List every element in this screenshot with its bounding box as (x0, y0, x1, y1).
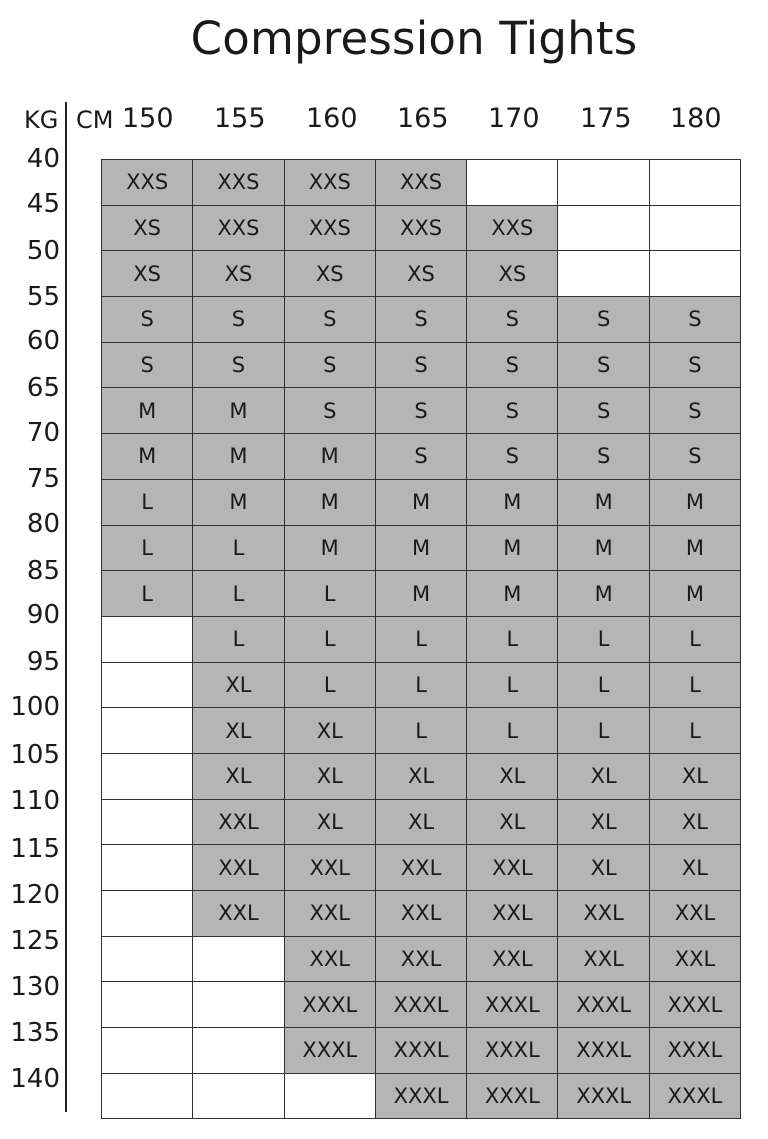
height-header-165: 165 (397, 103, 449, 134)
size-cell: XXL (558, 937, 649, 983)
size-cell: S (558, 388, 649, 434)
size-cell: L (102, 480, 193, 526)
size-cell: XXL (376, 937, 467, 983)
size-cell: XXL (285, 891, 376, 937)
weight-label-40: 40 (26, 144, 60, 174)
table-row (102, 297, 741, 343)
size-cell: XL (285, 708, 376, 754)
empty-cell (467, 160, 558, 206)
size-cell: M (285, 526, 376, 572)
size-cell: XXS (376, 206, 467, 252)
size-cell: M (650, 571, 741, 617)
size-cell: S (376, 297, 467, 343)
size-cell: XXL (650, 891, 741, 937)
size-cell: XL (285, 800, 376, 846)
size-cell: XXS (193, 206, 284, 252)
size-cell: L (558, 617, 649, 663)
table-row (102, 160, 741, 206)
size-cell: M (558, 571, 649, 617)
weight-label-60: 60 (26, 326, 60, 356)
table-row (102, 891, 741, 937)
size-cell: S (285, 343, 376, 389)
empty-cell (102, 891, 193, 937)
size-cell: S (376, 388, 467, 434)
size-cell: XL (193, 754, 284, 800)
empty-cell (102, 708, 193, 754)
size-cell: XXS (467, 206, 558, 252)
weight-label-45: 45 (26, 189, 60, 219)
size-cell: S (285, 388, 376, 434)
size-cell: M (102, 388, 193, 434)
size-cell: S (102, 297, 193, 343)
table-row (102, 1028, 741, 1074)
table-row (102, 617, 741, 663)
table-row (102, 251, 741, 297)
size-cell: L (467, 663, 558, 709)
size-cell: S (467, 343, 558, 389)
weight-label-90: 90 (26, 600, 60, 630)
size-cell: M (376, 571, 467, 617)
table-row (102, 480, 741, 526)
size-cell: S (558, 297, 649, 343)
weight-label-55: 55 (26, 282, 60, 312)
weight-label-85: 85 (26, 556, 60, 586)
size-cell: XL (376, 800, 467, 846)
empty-cell (558, 251, 649, 297)
size-cell: XXL (193, 891, 284, 937)
height-unit-label: CM (76, 106, 114, 134)
height-header-160: 160 (306, 103, 358, 134)
size-cell: M (285, 480, 376, 526)
table-row (102, 708, 741, 754)
size-cell: XL (558, 754, 649, 800)
size-cell: M (558, 526, 649, 572)
axis-divider (65, 102, 67, 1112)
table-row (102, 845, 741, 891)
size-cell: XXL (285, 845, 376, 891)
empty-cell (558, 206, 649, 252)
weight-label-65: 65 (26, 373, 60, 403)
size-cell: XL (193, 663, 284, 709)
size-cell: M (102, 434, 193, 480)
size-cell: XL (650, 754, 741, 800)
size-cell: XXXL (376, 982, 467, 1028)
size-cell: XXXL (650, 1074, 741, 1120)
size-cell: XXXL (467, 1028, 558, 1074)
empty-cell (558, 160, 649, 206)
empty-cell (102, 1074, 193, 1120)
size-cell: XXXL (650, 1028, 741, 1074)
size-cell: L (376, 708, 467, 754)
table-row (102, 663, 741, 709)
size-cell: XL (650, 800, 741, 846)
size-cell: L (650, 617, 741, 663)
empty-cell (193, 1074, 284, 1120)
size-cell: XXS (285, 206, 376, 252)
size-cell: L (193, 526, 284, 572)
size-cell: XL (285, 754, 376, 800)
size-cell: L (102, 571, 193, 617)
size-cell: XL (467, 800, 558, 846)
size-cell: L (285, 571, 376, 617)
size-cell: XXL (650, 937, 741, 983)
table-row (102, 1074, 741, 1120)
size-cell: L (285, 617, 376, 663)
size-cell: XXXL (376, 1074, 467, 1120)
size-cell: XXS (102, 160, 193, 206)
size-cell: M (467, 526, 558, 572)
size-cell: S (558, 434, 649, 480)
height-header-155: 155 (214, 103, 266, 134)
size-cell: XL (193, 708, 284, 754)
size-cell: M (467, 571, 558, 617)
empty-cell (193, 982, 284, 1028)
size-cell: L (650, 663, 741, 709)
table-row (102, 343, 741, 389)
empty-cell (102, 663, 193, 709)
size-cell: XXXL (285, 982, 376, 1028)
size-cell: XXXL (376, 1028, 467, 1074)
empty-cell (102, 937, 193, 983)
size-cell: S (376, 434, 467, 480)
size-cell: XL (558, 845, 649, 891)
size-cell: S (285, 297, 376, 343)
size-cell: XL (376, 754, 467, 800)
size-cell: M (558, 480, 649, 526)
size-cell: L (467, 617, 558, 663)
height-header-170: 170 (488, 103, 540, 134)
height-header-150: 150 (122, 103, 174, 134)
size-cell: XL (467, 754, 558, 800)
size-cell: S (193, 343, 284, 389)
weight-unit-label: KG (24, 106, 59, 134)
empty-cell (650, 251, 741, 297)
size-cell: L (285, 663, 376, 709)
size-cell: S (650, 388, 741, 434)
size-cell: M (285, 434, 376, 480)
size-cell: XXXL (650, 982, 741, 1028)
weight-label-50: 50 (26, 236, 60, 266)
size-cell: XS (285, 251, 376, 297)
weight-label-120: 120 (10, 880, 60, 910)
empty-cell (650, 160, 741, 206)
empty-cell (650, 206, 741, 252)
size-cell: M (650, 526, 741, 572)
size-cell: XXXL (285, 1028, 376, 1074)
size-cell: XS (193, 251, 284, 297)
size-cell: XS (467, 251, 558, 297)
height-header-175: 175 (580, 103, 632, 134)
table-row (102, 982, 741, 1028)
table-row (102, 388, 741, 434)
size-cell: L (193, 571, 284, 617)
weight-label-95: 95 (26, 647, 60, 677)
empty-cell (102, 754, 193, 800)
table-row (102, 434, 741, 480)
size-cell: XXL (376, 845, 467, 891)
size-cell: S (102, 343, 193, 389)
table-row (102, 800, 741, 846)
size-cell: XXL (558, 891, 649, 937)
size-cell: XXL (193, 800, 284, 846)
size-cell: M (193, 434, 284, 480)
page-title: Compression Tights (190, 12, 638, 65)
size-cell: S (467, 297, 558, 343)
size-cell: XXS (376, 160, 467, 206)
size-cell: L (102, 526, 193, 572)
empty-cell (193, 937, 284, 983)
height-header-180: 180 (670, 103, 722, 134)
size-cell: XXXL (558, 1028, 649, 1074)
weight-label-110: 110 (10, 786, 60, 816)
size-cell: M (650, 480, 741, 526)
size-cell: M (193, 480, 284, 526)
empty-cell (102, 617, 193, 663)
size-grid (101, 159, 741, 1119)
size-cell: M (376, 526, 467, 572)
size-cell: S (650, 297, 741, 343)
weight-label-100: 100 (10, 692, 60, 722)
weight-label-70: 70 (26, 418, 60, 448)
table-row (102, 526, 741, 572)
size-cell: XS (102, 206, 193, 252)
size-cell: M (467, 480, 558, 526)
size-cell: L (193, 617, 284, 663)
size-cell: XXXL (467, 1074, 558, 1120)
empty-cell (285, 1074, 376, 1120)
size-cell: L (376, 663, 467, 709)
size-cell: S (650, 434, 741, 480)
size-cell: XXL (467, 845, 558, 891)
weight-label-115: 115 (10, 834, 60, 864)
table-row (102, 206, 741, 252)
size-cell: L (558, 708, 649, 754)
size-cell: XXS (285, 160, 376, 206)
weight-label-130: 130 (10, 972, 60, 1002)
weight-label-125: 125 (10, 926, 60, 956)
empty-cell (102, 800, 193, 846)
size-cell: S (650, 343, 741, 389)
table-row (102, 937, 741, 983)
size-cell: XXL (467, 937, 558, 983)
size-cell: S (558, 343, 649, 389)
size-cell: XL (650, 845, 741, 891)
size-cell: S (193, 297, 284, 343)
empty-cell (193, 1028, 284, 1074)
size-cell: XS (376, 251, 467, 297)
table-row (102, 571, 741, 617)
size-cell: XL (558, 800, 649, 846)
size-cell: S (467, 434, 558, 480)
size-cell: XS (102, 251, 193, 297)
size-cell: M (193, 388, 284, 434)
size-cell: S (467, 388, 558, 434)
size-cell: XXL (467, 891, 558, 937)
size-cell: XXXL (467, 982, 558, 1028)
weight-label-135: 135 (10, 1018, 60, 1048)
size-cell: XXL (193, 845, 284, 891)
size-cell: M (376, 480, 467, 526)
size-cell: L (376, 617, 467, 663)
empty-cell (102, 982, 193, 1028)
weight-label-140: 140 (10, 1064, 60, 1094)
weight-label-80: 80 (26, 509, 60, 539)
size-cell: XXL (285, 937, 376, 983)
size-cell: XXS (193, 160, 284, 206)
size-cell: L (650, 708, 741, 754)
empty-cell (102, 845, 193, 891)
weight-label-105: 105 (10, 740, 60, 770)
size-cell: S (376, 343, 467, 389)
table-row (102, 754, 741, 800)
size-cell: XXXL (558, 982, 649, 1028)
size-cell: XXL (376, 891, 467, 937)
empty-cell (102, 1028, 193, 1074)
weight-label-75: 75 (26, 464, 60, 494)
size-cell: XXXL (558, 1074, 649, 1120)
size-cell: L (467, 708, 558, 754)
size-cell: L (558, 663, 649, 709)
